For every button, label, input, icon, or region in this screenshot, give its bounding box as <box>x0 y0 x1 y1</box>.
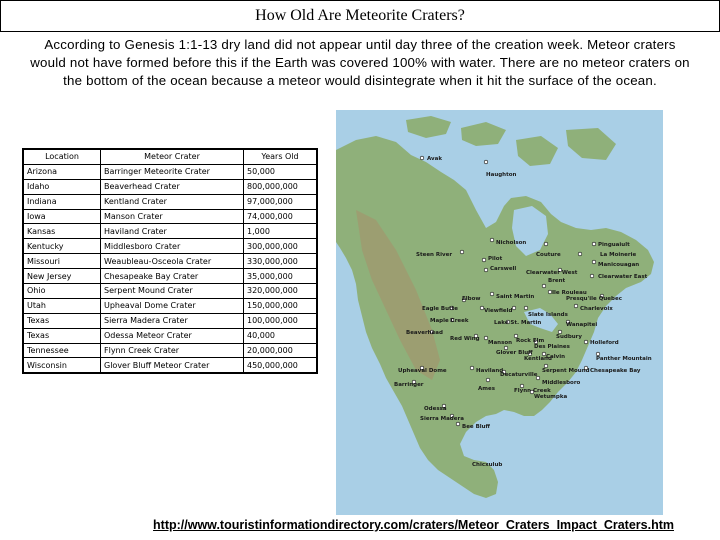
crater-marker <box>456 422 460 426</box>
cell-years: 20,000,000 <box>244 343 318 358</box>
crater-marker <box>578 252 582 256</box>
table-row <box>23 239 317 254</box>
map-label: Red Wing <box>450 336 480 342</box>
cell-crater: Flynn Creek Crater <box>101 343 244 358</box>
table-row <box>23 298 317 313</box>
crater-marker <box>460 250 464 254</box>
map-label: Saint Martin <box>496 294 535 300</box>
cell-crater: Barringer Meteorite Crater <box>101 164 244 179</box>
cell-location: Ohio <box>23 284 101 299</box>
cell-location: Missouri <box>23 254 101 269</box>
map-label: Wetumpka <box>534 394 568 400</box>
map-label: Serpent Mound <box>542 368 590 374</box>
map-label: Steen River <box>416 252 453 258</box>
table-row <box>23 343 317 358</box>
crater-marker <box>470 366 474 370</box>
map-label: Decaturville <box>500 372 538 378</box>
cell-location: New Jersey <box>23 269 101 284</box>
map-label: Glover Bluff <box>496 350 533 356</box>
intro-paragraph: According to Genesis 1:1-13 dry land did not appear until day three of the creation week. Meteor craters would not have formed before this if the Earth was covered 100% with water. There are no meteor craters on the bottom of the ocean because a meteor would disintegrate when it hit the surface of the ocean. <box>30 37 690 88</box>
cell-location: Arizona <box>23 164 101 179</box>
table-row <box>23 209 317 224</box>
table-row <box>23 164 317 179</box>
map-label: Charlevoix <box>580 306 613 312</box>
map-label: Sudbury <box>556 334 582 340</box>
cell-years: 330,000,000 <box>244 254 318 269</box>
map-label: Holleford <box>590 340 619 346</box>
map-label: Viewfield <box>484 308 513 314</box>
cell-years: 40,000 <box>244 328 318 343</box>
cell-years: 320,000,000 <box>244 284 318 299</box>
table-header-row <box>23 149 317 164</box>
cell-crater: Odessa Meteor Crater <box>101 328 244 343</box>
crater-marker <box>420 156 424 160</box>
map-label: Lake St. Martin <box>494 320 542 326</box>
cell-location: Indiana <box>23 194 101 209</box>
map-label: Rock Elm <box>516 338 545 344</box>
map-label: Odessa <box>424 406 447 412</box>
table-row <box>23 328 317 343</box>
map-label: Flynn Creek <box>514 388 551 394</box>
crater-marker <box>592 242 596 246</box>
cell-crater: Chesapeake Bay Crater <box>101 269 244 284</box>
cell-years: 35,000,000 <box>244 269 318 284</box>
cell-crater: Upheaval Dome Crater <box>101 298 244 313</box>
cell-crater: Middlesboro Crater <box>101 239 244 254</box>
cell-years: 1,000 <box>244 224 318 239</box>
map-label: Clearwater West <box>526 270 578 276</box>
cell-location: Iowa <box>23 209 101 224</box>
cell-location: Kansas <box>23 224 101 239</box>
table-row <box>23 194 317 209</box>
map-label: Barringer <box>394 382 424 388</box>
map-label: Ames <box>478 386 495 392</box>
map-label: Slate Islands <box>528 312 568 318</box>
title-box <box>0 0 720 32</box>
map-label: Wanapitei <box>566 322 598 328</box>
map-label: Brent <box>548 278 566 284</box>
crater-marker <box>512 306 516 310</box>
crater-marker <box>592 260 596 264</box>
crater-marker <box>490 292 494 296</box>
cell-years: 97,000,000 <box>244 194 318 209</box>
map-label: Manson <box>488 340 513 346</box>
crater-marker <box>524 306 528 310</box>
crater-marker <box>484 268 488 272</box>
map-label: Chesapeake Bay <box>590 368 641 374</box>
table-row <box>23 269 317 284</box>
cell-location: Idaho <box>23 179 101 194</box>
map-label: Eagle Butte <box>422 306 459 312</box>
cell-years: 74,000,000 <box>244 209 318 224</box>
map-label: Elbow <box>462 296 481 302</box>
map-label: Avak <box>427 156 443 162</box>
map-label: Kentland <box>524 356 552 362</box>
cell-location: Texas <box>23 313 101 328</box>
cell-crater: Beaverhead Crater <box>101 179 244 194</box>
map-label: Haughton <box>486 172 517 178</box>
cell-years: 450,000,000 <box>244 358 318 373</box>
table-row <box>23 313 317 328</box>
crater-marker <box>490 238 494 242</box>
map-label: Pilot <box>488 256 503 262</box>
north-america-map <box>336 110 663 515</box>
map-label: Beaverhead <box>406 330 443 336</box>
crater-marker <box>484 160 488 164</box>
map-label: La Moinerie <box>600 252 637 258</box>
table-row <box>23 358 317 373</box>
map-label: Clearwater East <box>598 274 648 280</box>
map-label: Bee Bluff <box>462 424 491 430</box>
map-label: Maple Creek <box>430 318 469 324</box>
map-label: Sierra Madera <box>420 416 464 422</box>
map-label: Panther Mountain <box>596 356 652 362</box>
cell-years: 50,000 <box>244 164 318 179</box>
column-header-years-old: Years Old <box>244 149 318 164</box>
map-label: Couture <box>536 252 561 258</box>
cell-location: Wisconsin <box>23 358 101 373</box>
cell-crater: Serpent Mound Crater <box>101 284 244 299</box>
cell-crater: Manson Crater <box>101 209 244 224</box>
cell-location: Texas <box>23 328 101 343</box>
map-label: Manicouagan <box>598 262 640 268</box>
crater-marker <box>482 258 486 262</box>
map-label: Calvin <box>546 354 566 360</box>
map-label: Carswell <box>490 266 517 272</box>
cell-crater: Haviland Crater <box>101 224 244 239</box>
crater-marker <box>584 340 588 344</box>
cell-years: 800,000,000 <box>244 179 318 194</box>
table-row <box>23 224 317 239</box>
crater-marker <box>544 242 548 246</box>
map-label: Nicholson <box>496 240 527 246</box>
column-header-location: Location <box>23 149 101 164</box>
map-label: Ile Rouleau <box>552 290 587 296</box>
cell-years: 150,000,000 <box>244 298 318 313</box>
table-row <box>23 254 317 269</box>
crater-table <box>22 148 318 374</box>
map-label: Des Plaines <box>534 344 570 350</box>
cell-location: Utah <box>23 298 101 313</box>
cell-crater: Kentland Crater <box>101 194 244 209</box>
cell-location: Tennessee <box>23 343 101 358</box>
map-label: Pinguaiult <box>598 242 630 248</box>
page-title: How Old Are Meteorite Craters? <box>255 7 465 24</box>
crater-marker <box>542 284 546 288</box>
table-row <box>23 284 317 299</box>
source-link[interactable]: http://www.touristinformationdirectory.com/craters/Meteor_Craters_Impact_Craters.htm <box>153 518 674 532</box>
map-label: Haviland <box>476 368 504 374</box>
cell-crater: Sierra Madera Crater <box>101 313 244 328</box>
map-label: Upheaval Dome <box>398 368 447 374</box>
crater-marker <box>574 304 578 308</box>
cell-crater: Glover Bluff Meteor Crater <box>101 358 244 373</box>
map-label: Chicxulub <box>472 462 503 468</box>
crater-marker <box>590 274 594 278</box>
cell-years: 300,000,000 <box>244 239 318 254</box>
map-label: Presqu'ile Quebec <box>566 296 622 302</box>
map-label: Middlesboro <box>542 380 581 386</box>
table-row <box>23 179 317 194</box>
cell-location: Kentucky <box>23 239 101 254</box>
cell-crater: Weaubleau-Osceola Crater <box>101 254 244 269</box>
crater-map <box>336 110 663 515</box>
crater-marker <box>486 378 490 382</box>
column-header-meteor-crater: Meteor Crater <box>101 149 244 164</box>
cell-years: 100,000,000 <box>244 313 318 328</box>
